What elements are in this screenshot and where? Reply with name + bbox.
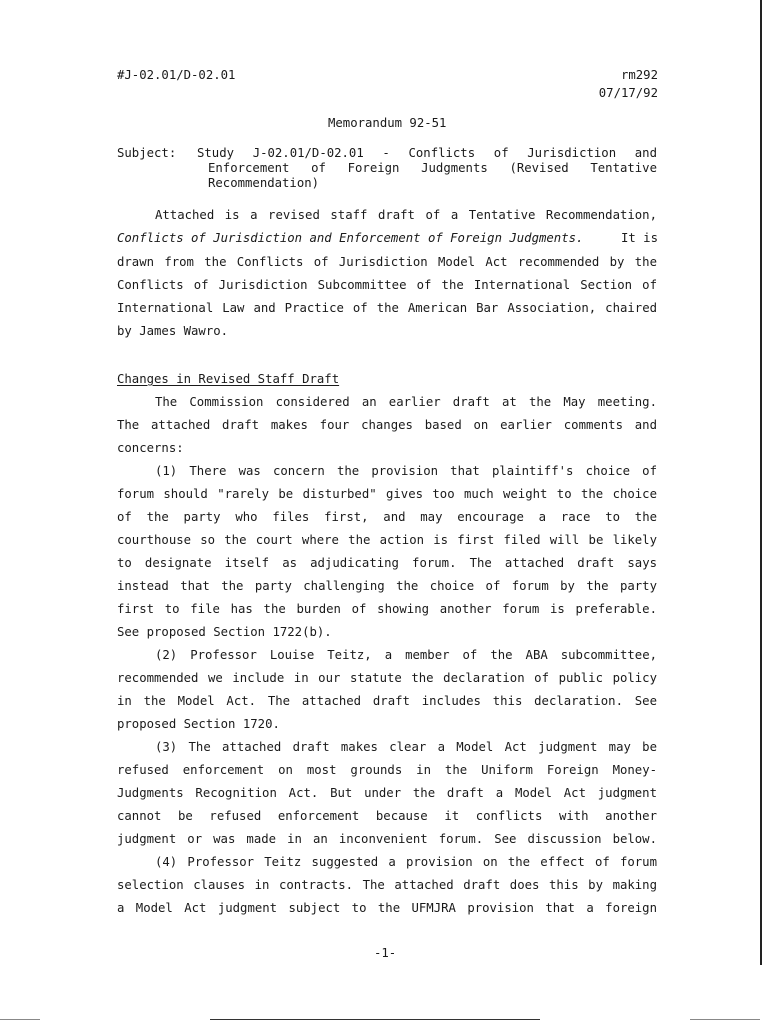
subject-line-2: Enforcement of Foreign Judgments (Revised Tentative	[208, 161, 657, 175]
subject-label: Subject:	[117, 146, 177, 160]
body-line: (3) The attached draft makes clear a Model Act judgment may be	[155, 740, 657, 754]
body-line: a Model Act judgment subject to the UFMJRA provision that a foreign	[117, 901, 657, 915]
body-line: forum should "rarely be disturbed" gives too much weight to the choice	[117, 487, 657, 501]
intro-line-2-title: Conflicts of Jurisdiction and Enforcement of Foreign Judgments.	[117, 231, 584, 245]
body-line: selection clauses in contracts. The attached draft does this by making	[117, 878, 657, 892]
scan-border-right	[760, 0, 762, 965]
subject-line-3: Recommendation)	[208, 176, 320, 190]
body-line: of the party who files first, and may encourage a race to the	[117, 510, 657, 524]
body-line: (1) There was concern the provision that plaintiff's choice of	[155, 464, 657, 478]
body-line: recommended we include in our statute the declaration of public policy	[117, 671, 657, 685]
page-number: -1-	[374, 946, 397, 960]
body-line: first to file has the burden of showing another forum is preferable.	[117, 602, 657, 616]
intro-line-2-rest: It is	[620, 231, 658, 245]
body-line: Judgments Recognition Act. But under the draft a Model Act judgment	[117, 786, 657, 800]
body-line: The Commission considered an earlier draft at the May meeting.	[155, 395, 657, 409]
intro-line-6: by James Wawro.	[117, 324, 229, 338]
memo-date: 07/17/92	[598, 86, 658, 100]
file-code: #J-02.01/D-02.01	[117, 68, 236, 82]
intro-line-1: Attached is a revised staff draft of a Tentative Recommendation,	[155, 208, 657, 222]
body-line: (4) Professor Teitz suggested a provision on the effect of forum	[155, 855, 657, 869]
intro-line-5: International Law and Practice of the American Bar Association, chaired	[117, 301, 657, 315]
body-line: courthouse so the court where the action is first filed will be likely	[117, 533, 657, 547]
body-line: to designate itself as adjudicating forum. The attached draft says	[117, 556, 657, 570]
scan-artifact-line	[0, 1019, 40, 1020]
scan-artifact-line	[210, 1019, 540, 1020]
body-line: See proposed Section 1722(b).	[117, 625, 332, 639]
body-line: refused enforcement on most grounds in the Uniform Foreign Money-	[117, 763, 657, 777]
body-line: proposed Section 1720.	[117, 717, 280, 731]
body-line: concerns:	[117, 441, 184, 455]
body-line: judgment or was made in an inconvenient forum. See discussion below.	[117, 832, 657, 846]
memo-title: Memorandum 92-51	[328, 116, 447, 130]
body-line: in the Model Act. The attached draft includes this declaration. See	[117, 694, 657, 708]
intro-line-4: Conflicts of Jurisdiction Subcommittee of the International Section of	[117, 278, 657, 292]
subject-line-1: Study J-02.01/D-02.01 - Conflicts of Jurisdiction and	[197, 146, 657, 160]
staff-code: rm292	[620, 68, 658, 82]
body-line: instead that the party challenging the choice of forum by the party	[117, 579, 657, 593]
section-heading: Changes in Revised Staff Draft	[117, 372, 340, 386]
body-line: cannot be refused enforcement because it conflicts with another	[117, 809, 657, 823]
body-line: The attached draft makes four changes based on earlier comments and	[117, 418, 657, 432]
scan-artifact-line	[690, 1019, 760, 1020]
intro-line-3: drawn from the Conflicts of Jurisdiction Model Act recommended by the	[117, 255, 657, 269]
body-line: (2) Professor Louise Teitz, a member of the ABA subcommittee,	[155, 648, 657, 662]
